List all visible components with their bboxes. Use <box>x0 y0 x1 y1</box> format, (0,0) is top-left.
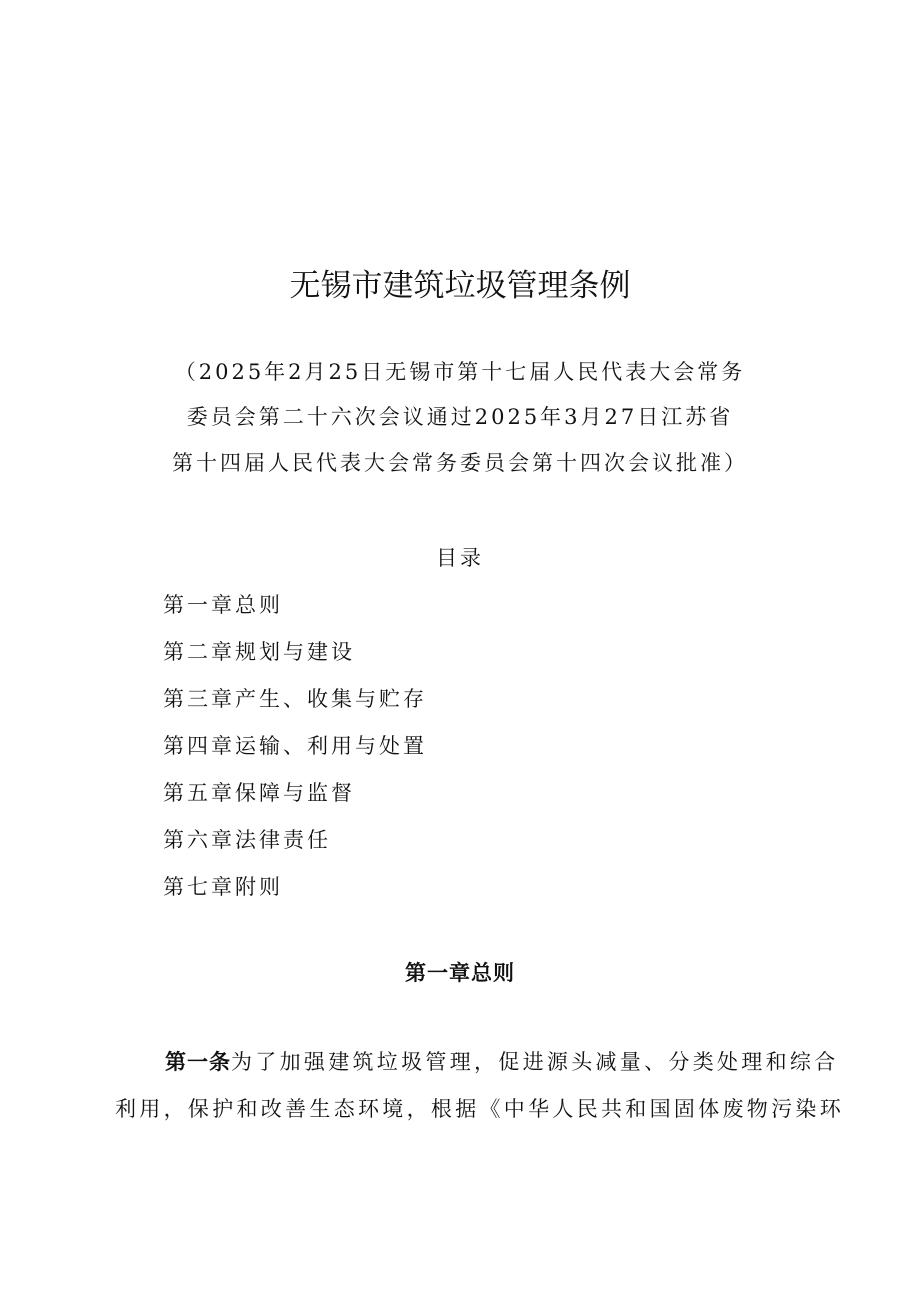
chapter-one-heading: 第一章总则 <box>405 961 515 985</box>
subtitle-line-2: 委员会第二十六次会议通过2025年3月27日江苏省 <box>186 405 734 429</box>
document-title: 无锡市建筑垃圾管理条例 <box>289 268 631 304</box>
table-of-contents <box>163 590 427 919</box>
article-one-paragraph <box>115 1047 839 1077</box>
subtitle-line-1: （2025年2月25日无锡市第十七届人民代表大会常务 <box>174 360 746 384</box>
toc-item-chapter-5: 第五章保障与监督 <box>163 781 355 805</box>
toc-item-chapter-7: 第七章附则 <box>163 875 283 899</box>
toc-item-chapter-3: 第三章产生、收集与贮存 <box>163 687 427 711</box>
article-one-label: 第一条 <box>165 1050 231 1074</box>
article-one-text-line-2: 利用，保护和改善生态环境，根据《中华人民共和国固体废物污染环 <box>115 1097 844 1121</box>
toc-item-chapter-4: 第四章运输、利用与处置 <box>163 734 427 758</box>
toc-heading: 目录 <box>436 546 484 570</box>
subtitle-line-3: 第十四届人民代表大会常务委员会第十四次会议批准） <box>172 451 748 475</box>
toc-item-chapter-2: 第二章规划与建设 <box>163 640 355 664</box>
toc-item-chapter-6: 第六章法律责任 <box>163 828 331 852</box>
article-one-text-line-1: 为了加强建筑垃圾管理，促进源头减量、分类处理和综合 <box>231 1050 839 1074</box>
toc-item-chapter-1: 第一章总则 <box>163 593 283 617</box>
